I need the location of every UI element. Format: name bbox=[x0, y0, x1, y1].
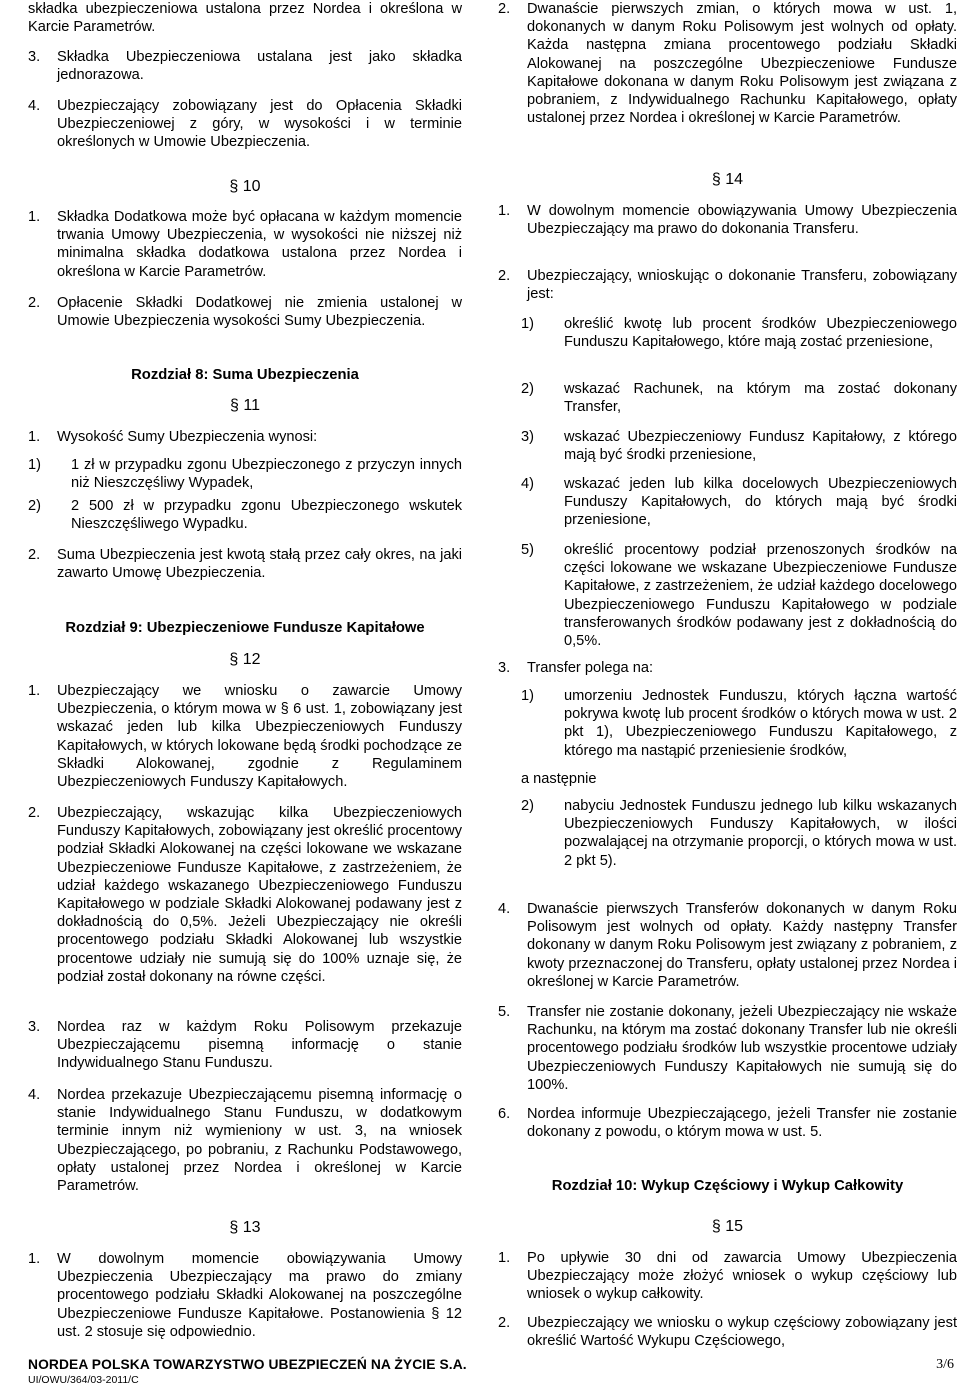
item-number: 2. bbox=[28, 805, 41, 821]
paragraph-item bbox=[28, 1250, 462, 1341]
sub-item-text: określić procentowy podział przenoszonych środków na części lokowane we wskazane Ubezpieczeniowe Fundusze Kapitałowe, z zastrzeżeniem, że udział każdego docelowego Ubezpieczeniowego Funduszu Kapitałowego w podziale transferowanych środków podawany jest z dokładnością do 0,5%. bbox=[564, 542, 957, 650]
sub-item bbox=[28, 456, 462, 492]
item-text: Nordea przekazuje Ubezpieczającemu pisemną informację o stanie Indywidualnego Stanu Funduszu, w dodatkowym terminie innym niż wymieniony w ust. 3, na wniosek Ubezpieczającego, po pobraniu, z Rachunku Podstawowego, opłaty ustalonej przez Nordea i określonej w Karcie Parametrów. bbox=[57, 1087, 462, 1195]
connector-text: a następnie bbox=[521, 771, 597, 787]
sub-item-text: nabyciu Jednostek Funduszu jednego lub kilku wskazanych Ubezpieczeniowych Funduszy Kapitałowych, w ilości pozwalającej na otrzymanie proporcji, o których mowa w ust. 2 pkt 5). bbox=[564, 798, 957, 869]
sub-item-text: wskazać Ubezpieczeniowy Fundusz Kapitałowy, z którego mają być środki przeniesione, bbox=[564, 429, 957, 464]
item-text: Ubezpieczający, wskazując kilka Ubezpieczeniowych Funduszy Kapitałowych, zobowiązany jest określić procentowy podział Składki Alokowanej na części lokowane we wskazane Ubezpieczeniowe Fundusze Kapitałowe, z zastrzeżeniem, że udział każdego wskazanego Ubezpieczeniowego Funduszu Kapitałowego w podziale Składki Alokowanej podawany jest z dokładnością do 0,5%. Jeżeli Ubezpieczający nie określi procentowego podziału Składki Alokowanej lub wszystkie procentowe udziały nie sumują się do 100% uznaje się, że podział został dokonany na równe części. bbox=[57, 805, 462, 985]
paragraph-item bbox=[498, 1003, 957, 1094]
paragraph-item bbox=[28, 428, 462, 446]
paragraph-item bbox=[498, 1314, 957, 1350]
chapter-heading: Rozdział 8: Suma Ubezpieczenia bbox=[131, 367, 359, 383]
item-number: 2. bbox=[28, 295, 41, 311]
footer-company-name: NORDEA POLSKA TOWARZYSTWO UBEZPIECZEŃ NA ŻYCIE S.A. bbox=[28, 1357, 467, 1372]
item-number: 2. bbox=[498, 1, 511, 17]
sub-item bbox=[521, 687, 957, 760]
paragraph-item bbox=[498, 202, 957, 238]
sub-item-number: 3) bbox=[521, 429, 534, 445]
sub-item bbox=[28, 497, 462, 533]
item-text: Po upływie 30 dni od zawarcia Umowy Ubezpieczenia Ubezpieczający może złożyć wniosek o wykup częściowy lub wniosek o wykup całkowity. bbox=[527, 1250, 957, 1303]
item-number: 4. bbox=[498, 901, 511, 917]
item-text: Składka Ubezpieczeniowa ustalana jest jako składka jednorazowa. bbox=[57, 49, 462, 84]
item-text: Opłacenie Składki Dodatkowej nie zmienia ustalonej w Umowie Ubezpieczenia wysokości Sumy Ubezpieczenia. bbox=[57, 295, 462, 330]
sub-item-number: 2) bbox=[521, 381, 534, 397]
item-text: Ubezpieczający we wniosku o wykup częściowy zobowiązany jest określić Wartość Wykupu Częściowego, bbox=[527, 1315, 957, 1350]
paragraph-item bbox=[498, 1105, 957, 1141]
paragraph-item bbox=[498, 659, 957, 677]
sub-item-number: 2) bbox=[28, 498, 41, 514]
sub-item-text: 1 zł w przypadku zgonu Ubezpieczonego z przyczyn innych niż Nieszczęśliwy Wypadek, bbox=[71, 457, 462, 492]
sub-item-text: określić kwotę lub procent środków Ubezpieczeniowego Funduszu Kapitałowego, które mają zostać przeniesione, bbox=[564, 316, 957, 351]
item-number: 5. bbox=[498, 1004, 511, 1020]
item-number: 1. bbox=[28, 1251, 41, 1267]
paragraph-item bbox=[28, 1086, 462, 1195]
sub-item bbox=[521, 428, 957, 464]
item-number: 1. bbox=[498, 203, 511, 219]
item-text: Dwanaście pierwszych Transferów dokonanych w danym Roku Polisowym jest wolnych od opłaty. Każdy następny Transfer dokonany w danym Roku Polisowym jest związany z pobraniem, z kwoty przeznaczonej do Transferu, opłaty ustalonej przez Nordea i określonej w Karcie Parametrów. bbox=[527, 901, 957, 990]
item-number: 2. bbox=[498, 268, 511, 284]
paragraph-item bbox=[28, 682, 462, 791]
sub-item-text: umorzeniu Jednostek Funduszu, których łączna wartość pokrywa kwotę lub procent środków o których mowa w ust. 2 pkt 1), Ubezpieczeniowego Funduszu Kapitałowego, z którego ma nastąpić przeniesienie środków, bbox=[564, 688, 957, 759]
item-number: 1. bbox=[28, 209, 41, 225]
item-text: Składka Dodatkowa może być opłacana w każdym momencie trwania Umowy Ubezpieczenia, w wysokości nie niższej niż minimalna składka dodatkowa ustalona przez Nordea i określona w Karcie Parametrów. bbox=[57, 209, 462, 280]
item-text: Suma Ubezpieczenia jest kwotą stałą przez cały okres, na jaki zawarto Umowę Ubezpieczenia. bbox=[57, 547, 462, 582]
paragraph-item bbox=[28, 294, 462, 330]
paragraph-item bbox=[498, 0, 957, 127]
sub-item-number: 1) bbox=[521, 688, 534, 704]
chapter-heading: Rozdział 9: Ubezpieczeniowe Fundusze Kapitałowe bbox=[65, 620, 425, 636]
sub-item bbox=[521, 315, 957, 351]
paragraph-item bbox=[498, 900, 957, 991]
item-text: Transfer polega na: bbox=[527, 660, 654, 676]
paragraph-item bbox=[28, 97, 462, 152]
item-number: 1. bbox=[28, 429, 41, 445]
paragraph-item bbox=[28, 208, 462, 281]
item-text: Ubezpieczający zobowiązany jest do Opłacenia Składki Ubezpieczeniowej z góry, w wysokości i w terminie określonych w Umowie Ubezpieczenia. bbox=[57, 98, 462, 151]
paragraph-item bbox=[28, 48, 462, 84]
sub-item-number: 1) bbox=[28, 457, 41, 473]
sub-item-number: 5) bbox=[521, 542, 534, 558]
sub-item-number: 1) bbox=[521, 316, 534, 332]
section-number: § 13 bbox=[229, 1219, 261, 1236]
item-number: 1. bbox=[498, 1250, 511, 1266]
item-text: Ubezpieczający, wnioskując o dokonanie Transferu, zobowiązany jest: bbox=[527, 268, 957, 303]
sub-item-text: wskazać jeden lub kilka docelowych Ubezpieczeniowych Funduszy Kapitałowych, do których mają być środki przeniesione, bbox=[564, 476, 957, 529]
item-text: W dowolnym momencie obowiązywania Umowy Ubezpieczenia Ubezpieczający ma prawo do zmiany procentowego podziału Składki Alokowanej na poszczególne Ubezpieczeniowe Fundusze Kapitałowe. Postanowienia § 12 ust. 2 stosuje się odpowiednio. bbox=[57, 1251, 462, 1340]
item-number: 3. bbox=[28, 1019, 41, 1035]
item-text: Nordea informuje Ubezpieczającego, jeżeli Transfer nie zostanie dokonany z powodu, o którym mowa w ust. 5. bbox=[527, 1106, 957, 1141]
footer-document-code: UI/OWU/364/03-2011/C bbox=[28, 1374, 139, 1386]
chapter-heading: Rozdział 10: Wykup Częściowy i Wykup Całkowity bbox=[551, 1178, 904, 1194]
section-number: § 11 bbox=[230, 397, 260, 414]
item-number: 4. bbox=[28, 1087, 41, 1103]
section-number: § 12 bbox=[229, 651, 261, 668]
sub-item-number: 2) bbox=[521, 798, 534, 814]
sub-item-number: 4) bbox=[521, 476, 534, 492]
item-text: Dwanaście pierwszych zmian, o których mowa w ust. 1, dokonanych w danym Roku Polisowym jest wolnych od opłaty. Każda następna zmiana procentowego podziału Składki Alokowanej na poszczególne Ubezpieczeniowe Fundusze Kapitałowe dokonana w danym Roku Polisowym jest związana z pobraniem, z Indywidualnego Rachunku Kapitałowego, opłaty ustalonej przez Nordea i określonej w Karcie Parametrów. bbox=[527, 1, 957, 127]
paragraph-continuation: składka ubezpieczeniowa ustalona przez Nordea i określona w Karcie Parametrów. bbox=[28, 1, 462, 36]
item-text: Wysokość Sumy Ubezpieczenia wynosi: bbox=[57, 429, 318, 445]
item-number: 4. bbox=[28, 98, 41, 114]
item-text: Transfer nie zostanie dokonany, jeżeli Ubezpieczający nie wskaże Rachunku, na którym ma zostać dokonany Transfer lub nie określi procentowego podziału środków lub wszystkie procentowe udziały Ubezpieczeniowych Funduszy Kapitałowych nie sumują się do 100%. bbox=[527, 1004, 957, 1093]
item-number: 3. bbox=[498, 660, 511, 676]
sub-item bbox=[521, 797, 957, 870]
item-text: Nordea raz w każdym Roku Polisowym przekazuje Ubezpieczającemu pisemną informację o stanie Indywidualnego Stanu Funduszu. bbox=[57, 1019, 462, 1072]
item-text: Ubezpieczający we wniosku o zawarcie Umowy Ubezpieczenia, o którym mowa w § 6 ust. 1, zobowiązany jest wskazać jeden lub kilka Ubezpieczeniowych Funduszy Kapitałowych, w których lokowane będą środki pochodzące ze Składki Alokowanej, zgodnie z Regulaminem Ubezpieczeniowych Funduszy Kapitałowych. bbox=[57, 683, 462, 791]
sub-item bbox=[521, 541, 957, 650]
sub-item-text: 2 500 zł w przypadku zgonu Ubezpieczonego wskutek Nieszczęśliwego Wypadku. bbox=[71, 498, 462, 533]
item-number: 2. bbox=[498, 1315, 511, 1331]
paragraph-item bbox=[28, 1018, 462, 1073]
page-number: 3/6 bbox=[936, 1357, 954, 1372]
section-number: § 15 bbox=[711, 1218, 744, 1235]
section-number: § 14 bbox=[711, 171, 744, 188]
paragraph-item bbox=[498, 1249, 957, 1304]
item-number: 1. bbox=[28, 683, 41, 699]
sub-item bbox=[521, 380, 957, 416]
sub-item bbox=[521, 475, 957, 530]
item-number: 6. bbox=[498, 1106, 511, 1122]
item-number: 3. bbox=[28, 49, 41, 65]
item-text: W dowolnym momencie obowiązywania Umowy Ubezpieczenia Ubezpieczający ma prawo do dokonania Transferu. bbox=[527, 203, 957, 238]
section-number: § 10 bbox=[229, 178, 261, 195]
paragraph-item bbox=[498, 267, 957, 303]
sub-item-text: wskazać Rachunek, na którym ma zostać dokonany Transfer, bbox=[564, 381, 957, 416]
item-number: 2. bbox=[28, 547, 41, 563]
paragraph-item bbox=[28, 804, 462, 986]
paragraph-item bbox=[28, 546, 462, 582]
